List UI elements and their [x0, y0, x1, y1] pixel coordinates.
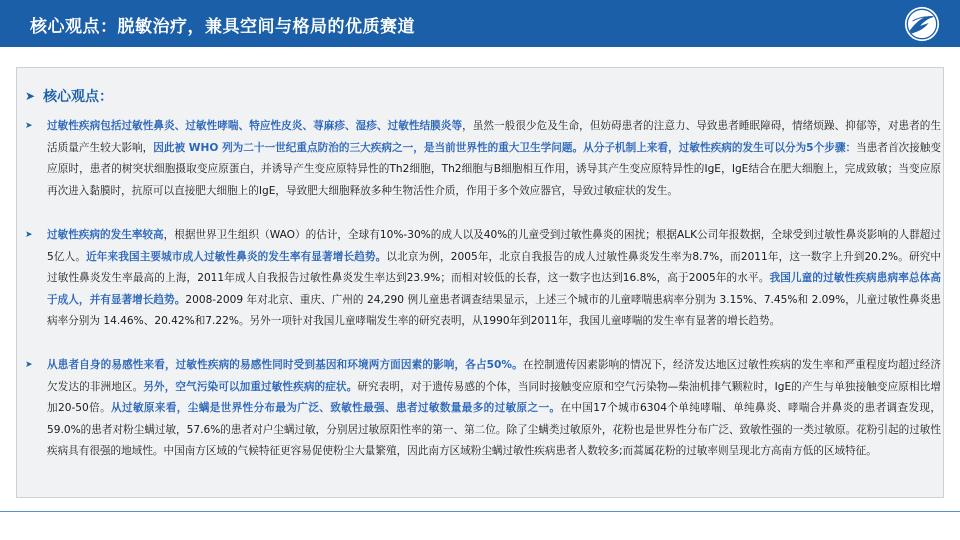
paragraph-text [47, 225, 941, 333]
highlight-text: 过敏性疾病包括过敏性鼻炎、过敏性哮喘、特应性皮炎、荨麻疹、湿疹、过敏性结膜炎等 [47, 120, 463, 132]
bullet-arrow-icon: ➤ [25, 360, 33, 370]
footer-divider [0, 511, 960, 512]
highlight-text: 从过敏原来看，尘螨是世界性分布最为广泛、致敏性最强、患者过敏数量最多的过敏原之一。 [111, 402, 561, 414]
section-heading-row [25, 86, 113, 106]
paragraph-text [47, 355, 941, 463]
body-text: ，虽然一般很少危及生命，但妨碍患者的注意力、导致患者睡眠障碍，情绪烦躁、抑郁等，对患者的生活质量产生较大影响， [47, 120, 941, 154]
bullet-paragraph [25, 225, 941, 333]
bullet-arrow-icon: ➤ [25, 121, 33, 131]
body-text: 在中国17个城市6304个单纯哮喘、单纯鼻炎、哮喘合并鼻炎的患者调查发现，59.0%的患者对粉尘螨过敏，57.6%的患者对户尘螨过敏，分别居过敏原阳性率的第一、第二位。除了尘螨类过敏原外，花粉也是世界性分布广泛、致敏性强的一类过敏原。花粉引起的过敏性疾病具有很强的地域性。中国南方区域的气候特征更容易促使粉尘大量繁殖，因此南方区域粉尘螨过敏性疾病患者人数较多;而蒿属花粉的过敏率则呈现北方高南方低的区域特征。 [47, 402, 941, 457]
body-text: 2008-2009 年对北京、重庆、广州的 24,290 例儿童患者调查结果显示，上述三个城市的儿童哮喘患病率分别为 3.15%、7.45%和 2.09%，儿童过敏性鼻炎患病率分别为 14.46%、20.42%和7.22%。另外一项针对我国儿童哮喘发生率的研究表明，从1990年到2011年，我国儿童哮喘的发生率有显著的增长趋势。 [47, 293, 941, 327]
body-text: 当患者首次接触变应原时，患者的树突状细胞摄取变应原蛋白，并诱导产生变应原特异性的Th2细胞，Th2细胞与B细胞相互作用，诱导其产生变应原特异性的IgE，IgE结合在肥大细胞上，完成致敏；当变应原再次进入黏膜时，抗原可以直接肥大细胞上的IgE，导致肥大细胞释放多种生物活性介质，作用于多个效应器官，导致过敏症状的发生。 [47, 141, 942, 197]
heading-arrow-icon: ➤ [25, 89, 36, 103]
highlight-text: 因此被 WHO 列为二十一世纪重点防治的三大疾病之一，是当前世界性的重大卫生学问题。从分子机制上来看，过敏性疾病的发生可以分为5个步骤： [153, 141, 857, 154]
body-text: 研究表明，对于遗传易感的个体，当同时接触变应原和空气污染物—柴油机排气颗粒时，IgE的产生与单独接触变应原相比增加20-50倍。 [47, 380, 942, 414]
highlight-text: 近年来我国主要城市成人过敏性鼻炎的发生率有显著增长趋势。 [86, 250, 387, 263]
body-text: 在控制遗传因素影响的情况下，经济发达地区过敏性疾病的发生率和严重程度均超过经济欠发达的非洲地区。 [47, 359, 941, 393]
section-heading: 核心观点： [43, 89, 114, 105]
airplane-globe-logo-icon [903, 5, 941, 43]
paragraph-text [47, 116, 941, 202]
bullet-paragraph [25, 116, 941, 202]
highlight-text: 另外，空气污染可以加重过敏性疾病的症状。 [143, 380, 358, 393]
bullet-arrow-icon: ➤ [25, 230, 33, 240]
page-title: 核心观点：脱敏治疗，兼具空间与格局的优质赛道 [30, 17, 415, 37]
body-text: ，根据世界卫生组织（WAO）的估计，全球有10%-30%的成人以及40%的儿童受到过敏性鼻炎的困扰；根据ALK公司年报数据，全球受到过敏性鼻炎影响的人群超过5亿人。 [47, 229, 941, 263]
highlight-text: 我国儿童的过敏性疾病患病率总体高于成人，并有显著增长趋势。 [47, 272, 941, 306]
body-text: 以北京为例，2005年，北京自我报告的成人过敏性鼻炎发生率为8.7%，而2011年，这一数字上升到20.2%。研究中过敏性鼻炎发生率最高的上海，2011年成人自我报告过敏性鼻炎发生率达到23.9%；而相对较低的长春，这一数字也达到16.8%，高于2005年的水平。 [47, 250, 942, 284]
highlight-text: 过敏性疾病的发生率较高 [47, 229, 164, 241]
bullet-paragraph [25, 355, 941, 463]
core-viewpoints-panel [16, 67, 944, 498]
highlight-text: 从患者自身的易感性来看，过敏性疾病的易感性同时受到基因和环境两方面因素的影响，各占50%。 [47, 359, 523, 371]
header-bar [0, 0, 960, 47]
